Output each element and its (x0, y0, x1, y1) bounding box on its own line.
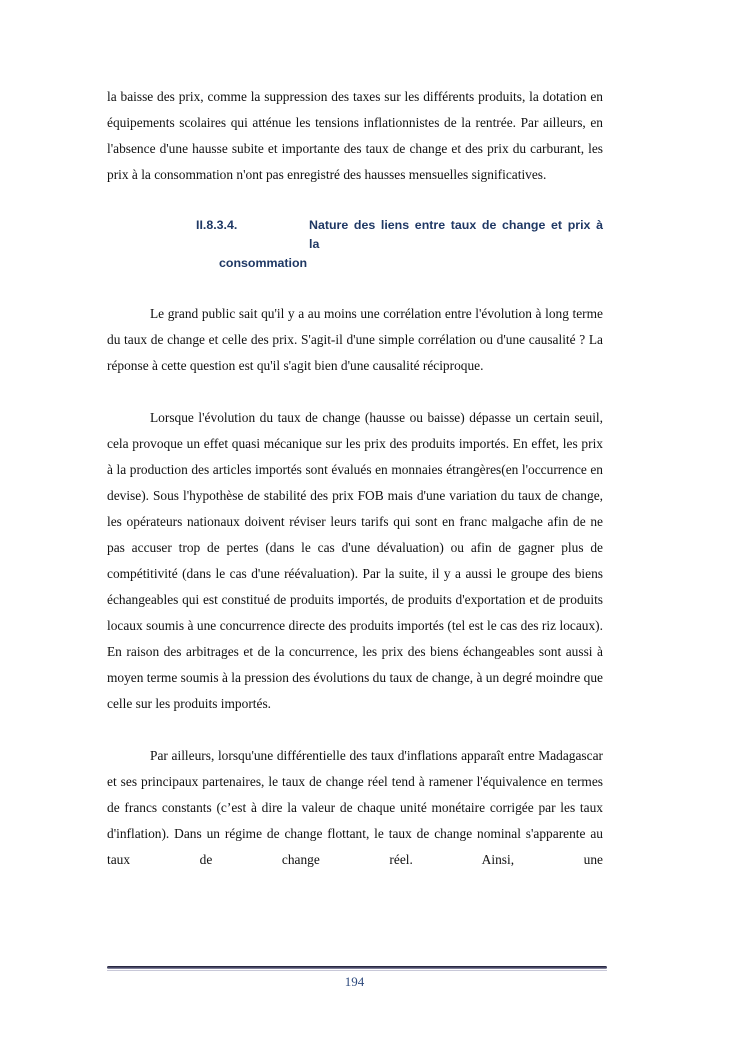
section-title-line2: consommation (219, 256, 308, 270)
footer-divider (107, 966, 607, 969)
paragraph-exchange-rate-effects: Lorsque l'évolution du taux de change (hausse ou baisse) dépasse un certain seuil, cela provoque un effet quasi mécanique sur les prix des produits importés. En effet, les prix à la production des articles importés sont évalués en monnaies étrangères(en l'occurrence en devise). Sous l'hypothèse de stabilité des prix FOB mais d'une variation du taux de change, les opérateurs nationaux doivent réviser leurs tarifs qui sont en franc malgache afin de ne pas accuser trop de pertes (dans le cas d'une dévaluation) ou afin de gagner plus de compétitivité (dans le cas d'une réévaluation). Par la suite, il y a aussi le groupe des biens échangeables qui est constitué de produits importés, de produits d'exportation et de produits locaux soumis à une concurrence directe des produits importés (tel est le cas des riz locaux). En raison des arbitrages et de la concurrence, les prix des biens échangeables sont aussi à moyen terme soumis à la pression des évolutions du taux de change, à un degré moindre que celle sur les produits importés. (107, 410, 603, 711)
paragraph-correlation: Le grand public sait qu'il y a au moins une corrélation entre l'évolution à long terme du taux de change et celle des prix. S'agit-il d'une simple corrélation ou d'une causalité ? La réponse à cette question est qu'il s'agit bien d'une causalité réciproque. (107, 306, 603, 373)
page-number: 194 (344, 974, 365, 989)
section-heading (196, 216, 603, 273)
paragraph-continuation: la baisse des prix, comme la suppression des taxes sur les différents produits, la dotation en équipements scolaires qui atténue les tensions inflationnistes de la rentrée. Par ailleurs, en l'absence d'une hausse subite et importante des taux de change et des prix du carburant, les prix à la consommation n'ont pas enregistré des hausses mensuelles significatives. (107, 89, 603, 182)
paragraph-inflation-differential: Par ailleurs, lorsqu'une différentielle des taux d'inflations apparaît entre Madagascar et ses principaux partenaires, le taux de change réel tend à ramener l'équivalence en termes de francs constants (c’est à dire la valeur de chaque unité monétaire corrigée par les taux d'inflation). Dans un régime de change flottant, le taux de change nominal s'apparente au taux de change réel. Ainsi, une (107, 748, 603, 867)
footer-divider-shadow (107, 970, 607, 971)
section-title-line1: Nature des liens entre taux de change et prix à la (309, 218, 603, 251)
section-number: II.8.3.4. (196, 218, 238, 232)
document-body (107, 84, 603, 873)
